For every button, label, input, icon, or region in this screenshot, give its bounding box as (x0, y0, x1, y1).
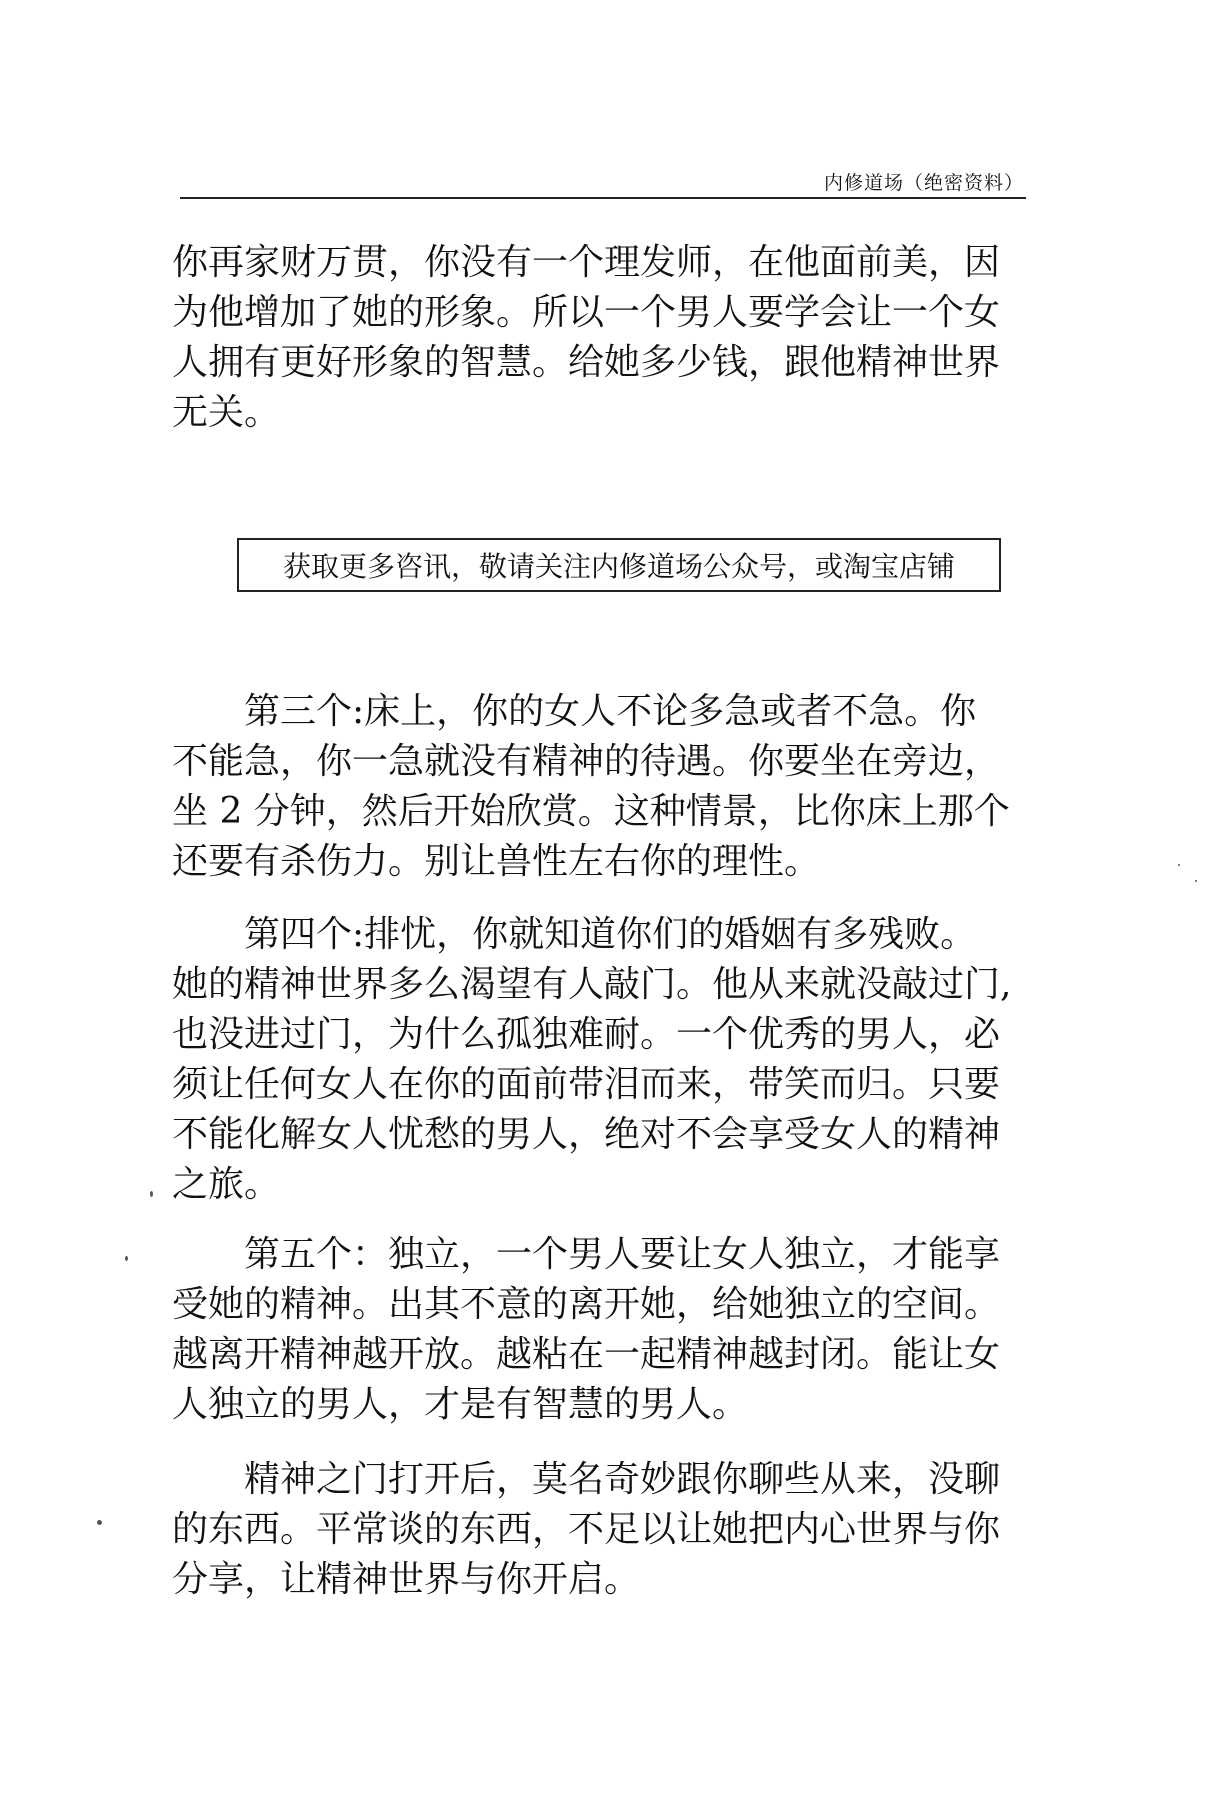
scan-speck (97, 1520, 102, 1525)
paragraph-fifth: 第五个：独立，一个男人要让女人独立，才能享 受她的精神。出其不意的离开她，给她独立的空间。 越离开精神越开放。越粘在一起精神越封闭。能让女 人独立的男人，才是有智慧的男人。 (172, 1234, 1001, 1425)
running-header-title: 内修道场（绝密资料） (823, 172, 1024, 194)
paragraph-intro: 你再家财万贯，你没有一个理发师，在他面前美，因 为他增加了她的形象。所以一个男人要学会让一个女 人拥有更好形象的智慧。给她多少钱，跟他精神世界 无关。 (172, 242, 1001, 433)
header-rule (180, 197, 1026, 199)
paragraph-closing: 精神之门打开后，莫名奇妙跟你聊些从来，没聊 的东西。平常谈的东西，不足以让她把内心世界与你 分享，让精神世界与你开启。 (172, 1459, 1001, 1600)
paragraph-fourth: 第四个:排忧，你就知道你们的婚姻有多残败。 她的精神世界多么渴望有人敲门。他从来就没敲过门, 也没进过门，为什么孤独难耐。一个优秀的男人，必 须让任何女人在你的面前带泪而来，带笑而归。只要 不能化解女人忧愁的男人，绝对不会享受女人的精神 之旅。 (172, 914, 1012, 1205)
paragraph-third: 第三个:床上，你的女人不论多急或者不急。你 不能急，你一急就没有精神的待遇。你要坐在旁边， 坐 2 分钟，然后开始欣赏。这种情景，比你床上那个 还要有杀伤力。别让兽性左右你的理性。 (172, 691, 1010, 882)
scan-speck (125, 1256, 128, 1261)
scan-speck (1178, 864, 1180, 866)
scan-speck (150, 1191, 153, 1197)
promo-notice-box (237, 538, 1001, 592)
promo-notice-text: 获取更多咨讯，敬请关注内修道场公众号，或淘宝店铺 (282, 550, 955, 583)
scan-speck (1195, 880, 1197, 882)
